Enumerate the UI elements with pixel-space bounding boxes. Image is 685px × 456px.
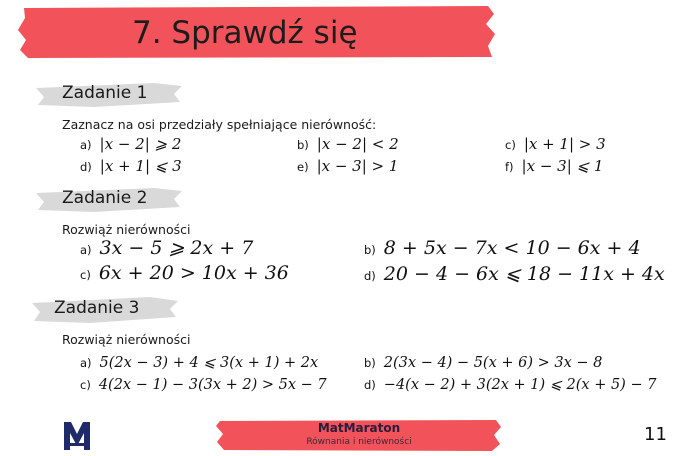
item-expression: 4(2x − 1) − 3(3x + 2) > 5x − 7 <box>98 377 327 393</box>
item-expression: 20 − 4 − 6x ⩽ 18 − 11x + 4x <box>383 263 665 285</box>
item-label: b) <box>364 243 376 257</box>
task-3-heading <box>30 294 180 324</box>
task-1-title: Zadanie 1 <box>62 83 148 103</box>
task-3-item-b <box>364 352 602 371</box>
item-label: a) <box>80 356 92 370</box>
task-1-item-b <box>297 134 399 153</box>
item-label: c) <box>80 268 91 282</box>
footer-title: MatMaraton <box>317 421 401 435</box>
task-2-instruction: Rozwiąż nierówności <box>62 222 191 237</box>
item-expression: 8 + 5x − 7x < 10 − 6x + 4 <box>383 237 641 259</box>
page-title: 7. Sprawdź się <box>132 15 358 51</box>
item-label: d) <box>364 378 376 392</box>
page-number: 11 <box>644 424 667 445</box>
task-2-title: Zadanie 2 <box>62 188 148 208</box>
task-1-item-a <box>80 134 181 153</box>
item-label: b) <box>297 138 309 152</box>
task-3-instruction: Rozwiąż nierówności <box>62 332 191 347</box>
item-expression: 5(2x − 3) + 4 ⩽ 3(x + 1) + 2x <box>99 355 319 371</box>
task-2-heading <box>34 185 184 215</box>
task-2-item-a <box>80 237 253 259</box>
task-1-heading <box>34 80 184 110</box>
task-2-item-b <box>364 237 641 259</box>
item-expression: 2(3x − 4) − 5(x + 6) > 3x − 8 <box>383 355 603 371</box>
task-1-instruction: Zaznacz na osi przedziały spełniające nierówność: <box>62 117 377 132</box>
item-expression: |x − 3| > 1 <box>316 157 399 175</box>
item-expression: |x + 1| ⩽ 3 <box>99 157 182 175</box>
item-label: a) <box>80 243 92 257</box>
item-label: f) <box>505 160 514 174</box>
item-label: c) <box>80 378 91 392</box>
item-label: e) <box>297 160 309 174</box>
task-1-item-c <box>505 134 606 153</box>
item-expression: |x − 2| ⩾ 2 <box>99 135 182 153</box>
task-3-item-a <box>80 352 318 371</box>
task-3-item-c <box>80 374 327 393</box>
item-expression: 6x + 20 > 10x + 36 <box>98 262 289 284</box>
task-2-item-d <box>364 263 665 285</box>
item-expression: −4(x − 2) + 3(2x + 1) ⩽ 2(x + 5) − 7 <box>383 377 657 393</box>
item-label: a) <box>80 138 92 152</box>
item-expression: 3x − 5 ⩾ 2x + 7 <box>99 237 254 259</box>
item-expression: |x − 2| < 2 <box>316 135 399 153</box>
item-label: d) <box>364 269 376 283</box>
item-expression: |x − 3| ⩽ 1 <box>521 157 604 175</box>
footer-banner <box>216 418 502 452</box>
matmaraton-logo-icon <box>62 420 92 456</box>
task-3-title: Zadanie 3 <box>54 298 140 318</box>
footer-subtitle: Równania i nierówności <box>306 437 412 447</box>
task-3-item-d <box>364 374 656 393</box>
item-label: c) <box>505 138 516 152</box>
item-label: b) <box>364 356 376 370</box>
task-1-item-d <box>80 156 182 175</box>
task-1-item-f <box>505 156 603 175</box>
item-expression: |x + 1| > 3 <box>523 135 606 153</box>
task-2-item-c <box>80 262 289 284</box>
title-banner <box>18 4 496 60</box>
task-1-item-e <box>297 156 398 175</box>
item-label: d) <box>80 160 92 174</box>
